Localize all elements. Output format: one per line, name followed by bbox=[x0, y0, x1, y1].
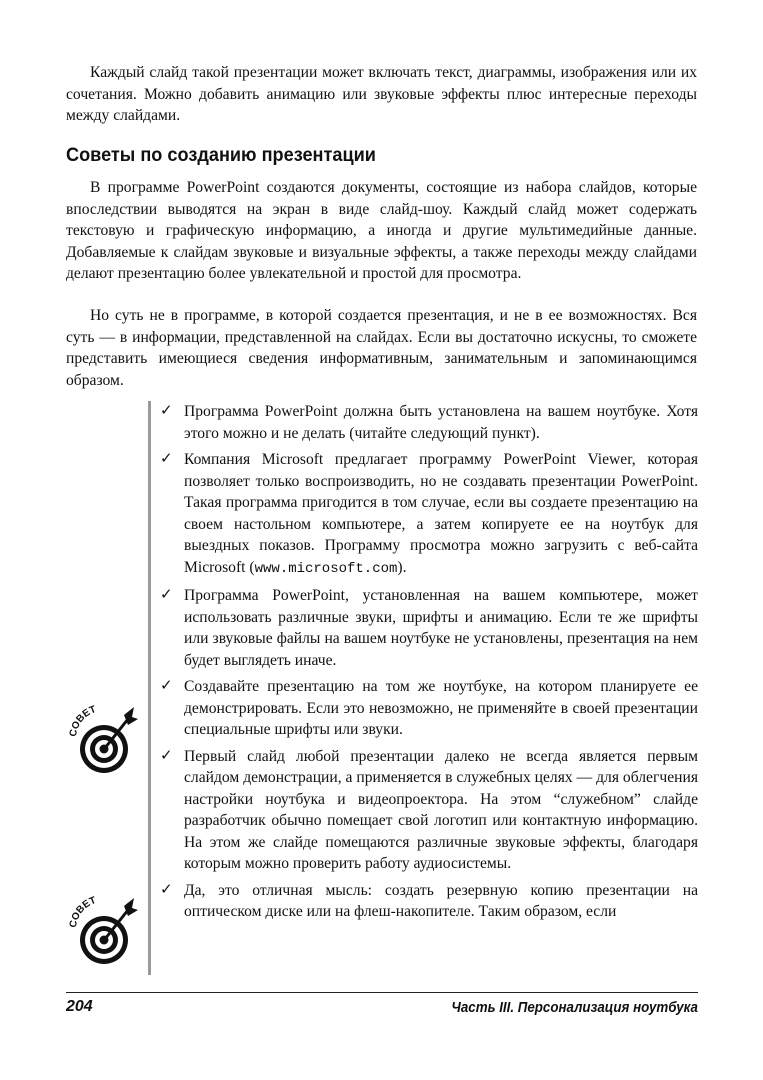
list-item-text-tail: ). bbox=[397, 558, 407, 576]
intro-paragraph: Каждый слайд такой презентации может включать текст, диаграммы, изображения или их сочетания. Можно добавить анимацию или звуковые эффекты плюс интересные переходы между слайдами. bbox=[66, 64, 697, 124]
list-item-text: Первый слайд любой презентации далеко не всегда является первым слайдом демонстрации, а применяется в служебных целях — для облегчения настройки ноутбука и видеопроектора. На этом “служебном” слайде разработчик обычно помещает свой логотип или контактную информацию. На этом же слайде помещаются различные звуковые эффекты, благодаря которым можно проверить работу аудиосистемы. bbox=[184, 747, 698, 872]
body-paragraph-2: Но суть не в программе, в которой создается презентация, и не в ее возможностях. Вся суть — в информации, представленной на слайдах. Если вы достаточно искусны, то сможете представить имеющиеся сведения информативным, занимательным и запоминающимся образом. bbox=[66, 307, 697, 389]
body-paragraph-1: В программе PowerPoint создаются документы, состоящие из набора слайдов, которые впоследствии выводятся на экран в виде слайд-шоу. Каждый слайд может содержать текстовую и графическую информацию, а иногда и другие мультимедийные данные. Добавляемые к слайдам звуковые и визуальные эффекты, а также переходы между слайдами делают презентацию более увлекательной и простой для просмотра. bbox=[66, 179, 697, 282]
checkmark-icon: ✓ bbox=[160, 587, 173, 603]
list-item-text: Создавайте презентацию на том же ноутбуке, на котором планируете ее демонстрировать. Если это невозможно, не применяйте в своей презентации специальные шрифты или звуки. bbox=[184, 678, 698, 738]
tip-target-icon bbox=[64, 888, 144, 968]
list-item-text: Компания Microsoft предлагает программу PowerPoint Viewer, которая позволяет только воспроизводить, но не создавать презентации PowerPoint. Такая программа пригодится в том случае, если вы создаете презентацию на своем настольном компьютере, а затем копируете ее на ноутбук для выездных показов. Программу просмотра можно загрузить с веб-сайта Microsoft ( bbox=[184, 451, 698, 576]
chapter-title: Часть III. Персонализация ноутбука bbox=[451, 1000, 698, 1016]
list-item bbox=[160, 449, 698, 580]
checkmark-icon: ✓ bbox=[160, 451, 173, 467]
list-item-text: Программа PowerPoint, установленная на вашем компьютере, может использовать различные звуки, шрифты и анимацию. Если те же шрифты или звуковые файлы на вашем ноутбуке не установлены, презентация на нем будет выглядеть иначе. bbox=[184, 587, 698, 669]
checkmark-icon: ✓ bbox=[160, 403, 173, 419]
tip-label: СОВЕТ bbox=[67, 895, 98, 929]
url-link[interactable]: www.microsoft.com bbox=[254, 560, 398, 577]
tips-list bbox=[160, 401, 698, 928]
checkmark-icon: ✓ bbox=[160, 747, 173, 764]
list-item-text: Программа PowerPoint должна быть установлена на вашем ноутбуке. Хотя этого можно и не делать (читайте следующий пункт). bbox=[184, 403, 698, 442]
list-item bbox=[160, 401, 698, 444]
footer-rule bbox=[66, 992, 698, 993]
checkmark-icon: ✓ bbox=[160, 881, 173, 898]
list-item bbox=[160, 676, 698, 741]
section-heading: Советы по созданию презентации bbox=[66, 144, 376, 166]
page-number: 204 bbox=[66, 998, 93, 1015]
tip-label: СОВЕТ bbox=[67, 704, 98, 738]
list-item bbox=[160, 585, 698, 671]
list-item-text: Да, это отличная мысль: создать резервную копию презентации на оптическом диске или на флеш-накопителе. Таким образом, если bbox=[184, 881, 698, 920]
checkmark-icon: ✓ bbox=[160, 678, 173, 694]
list-item bbox=[160, 746, 698, 875]
list-item bbox=[160, 880, 698, 923]
tip-sidebar-rule bbox=[148, 401, 151, 975]
tip-target-icon bbox=[64, 697, 144, 777]
